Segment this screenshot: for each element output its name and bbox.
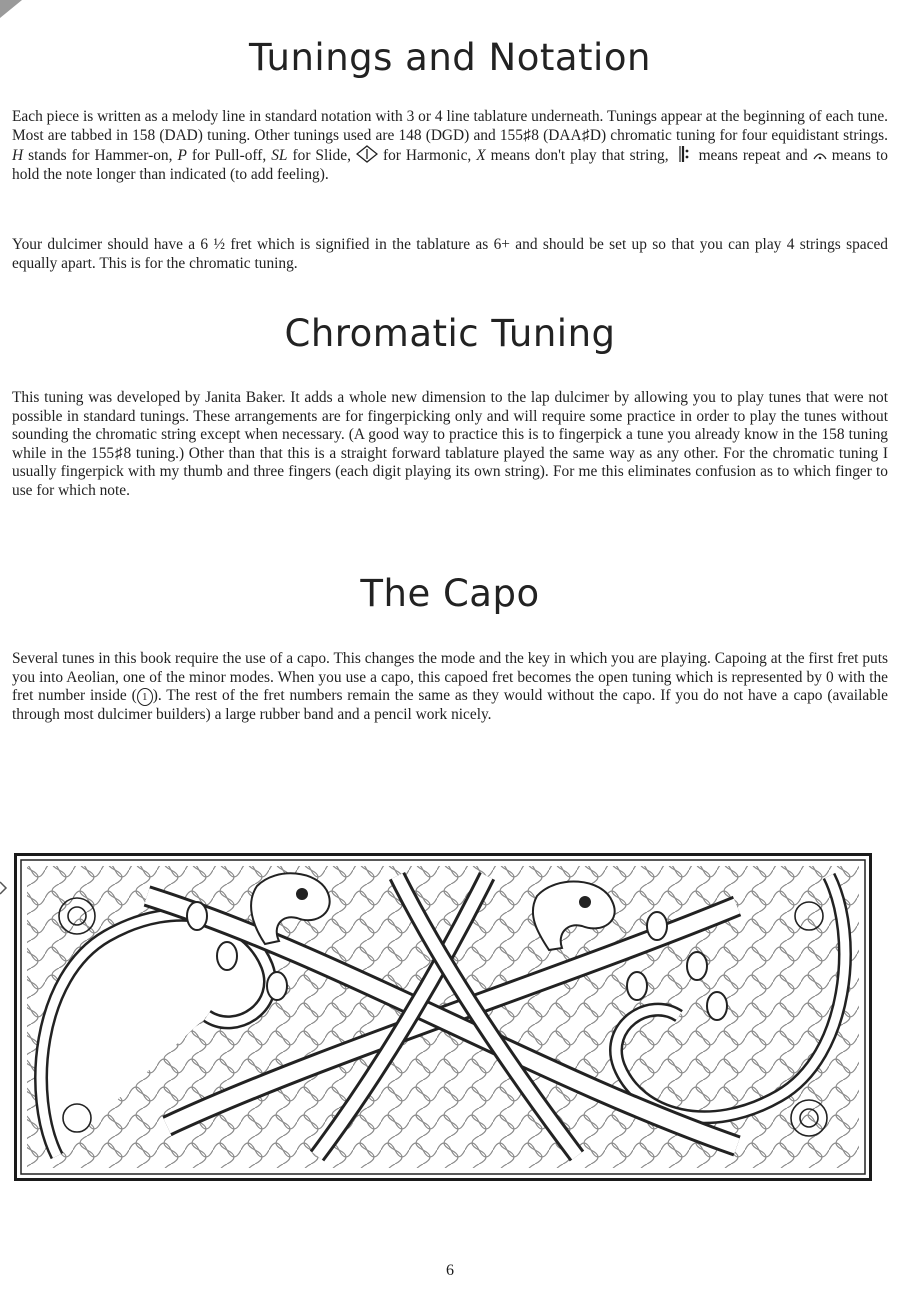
heading-tunings-and-notation: Tunings and Notation (249, 36, 651, 79)
paragraph-chromatic-tuning: This tuning was developed by Janita Baker. It adds a whole new dimension to the lap dulcimer by allowing you to play tunes that were not possible in standard tunings. These arrangements are for fingerpicking only and will require some practice in order to play the tunes without sounding the chromatic string except when necessary. (A good way to practice this is to fingerpick a tune you already know in the 158 tuning while in the 155♯8 tuning.) Other than that this is a straight forward tablature played the same way as any other. For the chromatic tuning I usually fingerpick with my thumb and three fingers (each digit playing its own string). For me this eliminates confusion as to which finger to use for which note. (12, 389, 888, 499)
mute-text: means don't play that string, (490, 147, 669, 165)
celtic-knotwork-illustration (14, 853, 872, 1181)
hold-text: means to hold the note longer than indicated (to add feeling). (12, 147, 888, 183)
page-number: 6 (446, 1262, 454, 1279)
repeat-sign-icon (674, 145, 694, 163)
paragraph-capo (12, 650, 888, 725)
harmonic-text: for Harmonic, (382, 147, 472, 165)
heading-chromatic-tuning: Chromatic Tuning (284, 312, 616, 355)
heading-the-capo: The Capo (360, 572, 540, 615)
hammer-on-text: stands for Hammer-on, (28, 147, 173, 165)
harmonic-diamond-icon (356, 145, 378, 163)
pull-off-label: P (177, 147, 187, 165)
pull-off-text: for Pull-off, (191, 147, 267, 165)
hammer-on-label: H (12, 147, 24, 165)
tunings-intro-text: Each piece is written as a melody line in standard notation with 3 or 4 line tablature underneath. Tunings appear at the beginning of each tune. Most are tabbed in 158 (DAD) tuning. Other tunings used are 148 (DGD) and 155♯8 (DAA♯D) chromatic tuning for four equidistant strings. (12, 108, 888, 144)
repeat-text: means repeat and (698, 147, 808, 165)
slide-label: SL (271, 147, 288, 165)
slide-text: for Slide, (292, 147, 351, 165)
capo-text-after: ). The rest of the fret numbers remain the same as they would without the capo. If you do not have a capo (available through most dulcimer builders) a large rubber band and a pencil work nicely. (12, 687, 888, 724)
fermata-icon (813, 149, 827, 161)
paragraph-dulcimer-setup: Your dulcimer should have a 6 ½ fret which is signified in the tablature as 6+ and should be set up so that you can play 4 strings spaced equally apart. This is for the chromatic tuning. (12, 236, 888, 272)
celtic-beasts-interlace-image (17, 856, 869, 1178)
mute-label: X (476, 147, 486, 165)
capo-fret-symbol: 1 (137, 688, 153, 706)
scan-edge-mark (0, 880, 8, 900)
paragraph-tunings-intro (12, 108, 888, 184)
scan-corner-mark (0, 0, 22, 20)
capo-text-before: Several tunes in this book require the use of a capo. This changes the mode and the key in which you are playing. Capoing at the first fret puts you into Aeolian, one of the minor modes. When you use a capo, this capoed fret becomes the open tuning which is represented by 0 with the fret number inside ( (12, 650, 888, 705)
